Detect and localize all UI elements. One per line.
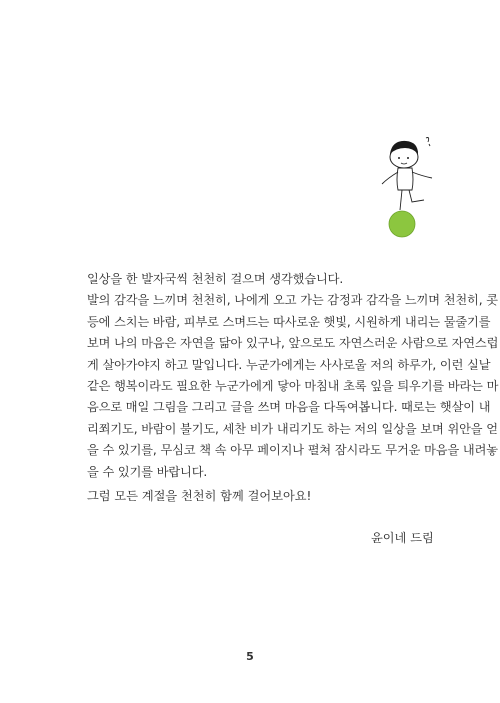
green-ball [389, 211, 415, 237]
body-line: 등에 스치는 바람, 피부로 스며드는 따사로운 햇빛, 시원하게 내리는 물줄기를 [87, 314, 491, 329]
child-on-ball-illustration [376, 132, 438, 242]
author-signature: 윤이네 드림 [371, 531, 434, 545]
preface-text [87, 269, 499, 483]
page-number: 5 [246, 650, 254, 663]
body-line: 음으로 매일 그림을 그리고 글을 쓰며 마음을 다독여봅니다. 때로는 햇살이 내 [87, 400, 491, 415]
closing-line: 그럼 모든 계절을 천천히 함께 걸어보아요! [87, 489, 312, 503]
body-line: 같은 행복이라도 필요한 누군가에게 닿아 마침내 초록 잎을 틔우기를 바라는 마 [87, 379, 499, 394]
body-line: 리쬐기도, 바람이 불기도, 세찬 비가 내리기도 하는 저의 일상을 보며 위안을 얻 [87, 421, 498, 436]
body-line: 을 수 있기를, 무심코 책 속 아무 페이지나 펼쳐 잠시라도 무거운 마음을 내려놓 [87, 443, 498, 458]
body-line: 을 수 있기를 바랍니다. [87, 464, 208, 479]
body-line: 발의 감각을 느끼며 천천히, 나에게 오고 가는 감정과 감각을 느끼며 천천히, 콧 [87, 293, 498, 308]
intro-line: 일상을 한 발자국씩 천천히 걸으며 생각했습니다. [87, 272, 344, 286]
body-line: 게 살아가야지 하고 말입니다. 누군가에게는 사사로울 저의 하루가, 이런 실낱 [87, 357, 491, 372]
body-line: 보며 나의 마음은 자연을 닮아 있구나, 앞으로도 자연스러운 사람으로 자연스럽 [87, 336, 499, 351]
